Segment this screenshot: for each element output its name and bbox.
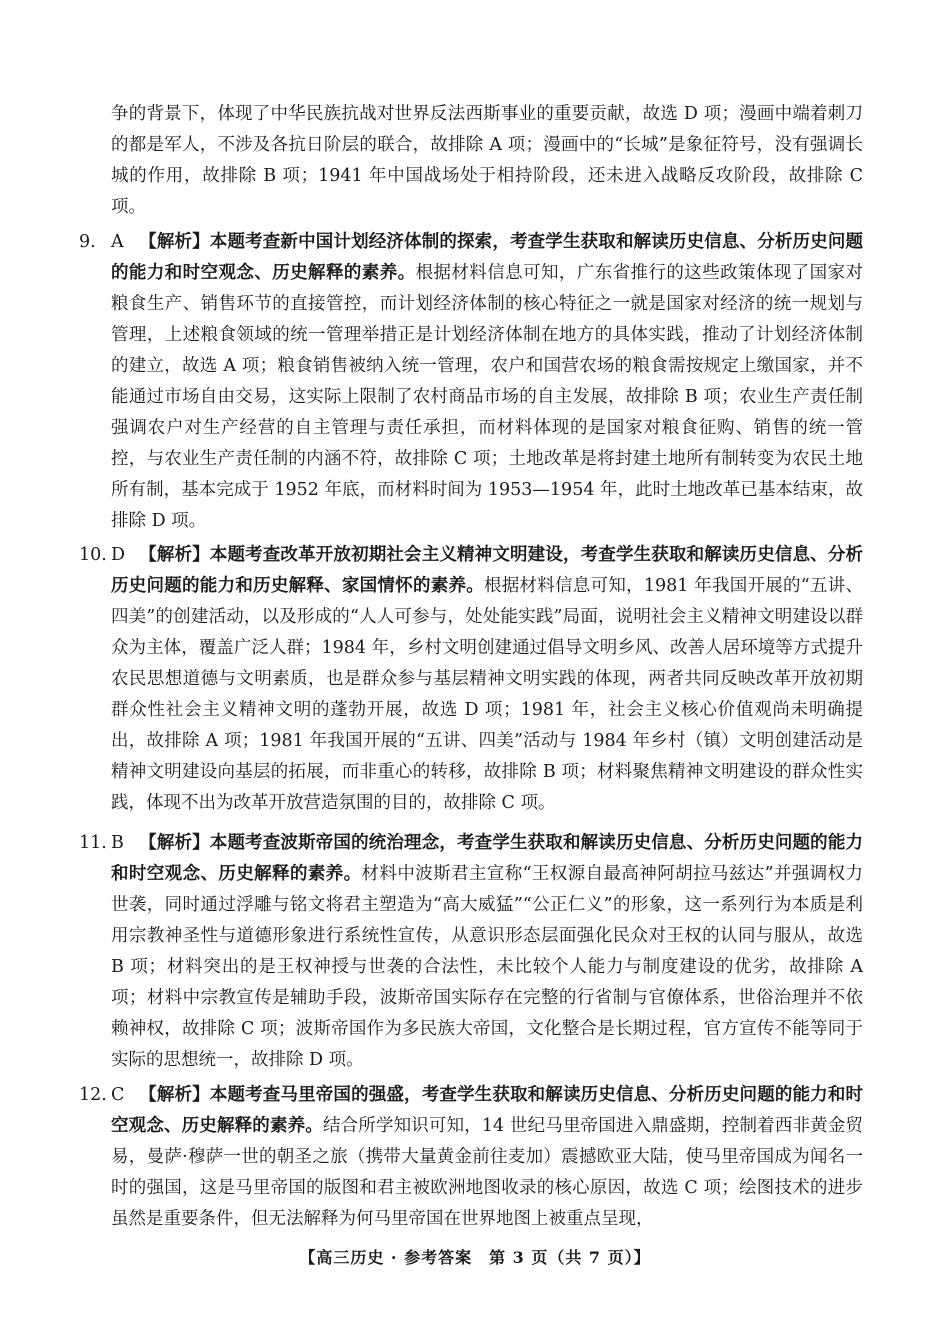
answer-item-9 — [79, 227, 863, 537]
item-answer: D — [111, 545, 126, 565]
item-focus: 本题考查波斯帝国的统治理念，考查学生获取和解读历史信息、分析历史问题的能力和时空观念、历史解释的素养。 — [111, 833, 864, 884]
item-focus: 本题考查新中国计划经济体制的探索，考查学生获取和解读历史信息、分析历史问题的能力和时空观念、历史解释的素养。 — [111, 232, 864, 283]
analysis-tag: 【解析】 — [139, 545, 210, 565]
item-8-continuation: 争的背景下，体现了中华民族抗战对世界反法西斯事业的重要贡献，故选 D 项；漫画中端着刺刀的都是军人，不涉及各抗日阶层的联合，故排除 A 项；漫画中的“长城”是象征符号，没有强调长城的作用，故排除 B 项；1941 年中国战场处于相持阶段，还未进入战略反攻阶段，故排除 C 项。 — [111, 104, 863, 217]
analysis-tag: 【解析】 — [139, 833, 210, 853]
item-number: 10. — [79, 545, 107, 565]
item-body — [111, 540, 863, 819]
item-answer: C — [111, 1085, 125, 1105]
analysis-tag: 【解析】 — [139, 1085, 210, 1105]
item-explanation: 材料中波斯君主宣称“王权源自最高神阿胡拉马兹达”并强调权力世袭，同时通过浮雕与铭文将君主塑造为“高大威猛”“公正仁义”的形象，这一系列行为本质是利用宗教神圣性与道德形象进行系统性宣传，从意识形态层面强化民众对王权的认同与服从，故选 B 项；材料突出的是王权神授与世袭的合法性，未比较个人能力与制度建设的优劣，故排除 A 项；材料中宗教宣传是辅助手段，波斯帝国实际存在完整的行省制与官僚体系，世俗治理并不依赖神权，故排除 C 项；波斯帝国作为多民族大帝国，文化整合是长期过程，官方宣传不能等同于实际的思想统一，故排除 D 项。 — [111, 864, 863, 1070]
item-explanation: 根据材料信息可知，1981 年我国开展的“五讲、四美”的创建活动，以及形成的“人人可参与，处处能实践”局面，说明社会主义精神文明建设以群众为主体，覆盖广泛人群；1984 年，乡村文明创建通过倡导文明乡风、改善人居环境等方式提升农民思想道德与文明素质，也是群众参与基层精神文明实践的体现，两者共同反映改革开放初期群众性社会主义精神文明的蓬勃开展，故选 D 项；1981 年，社会主义核心价值观尚未明确提出，故排除 A 项；1981 年我国开展的“五讲、四美”活动与 1984 年乡村（镇）文明创建活动是精神文明建设向基层的拓展，而非重心的转移，故排除 B 项；材料聚焦精神文明建设的群众性实践，体现不出为改革开放营造氛围的目的，故排除 C 项。 — [111, 576, 864, 813]
item-number: 9. — [79, 232, 96, 252]
item-body — [111, 828, 863, 1076]
item-number: 12. — [79, 1085, 107, 1105]
item-explanation: 根据材料信息可知，广东省推行的这些政策体现了国家对粮食生产、销售环节的直接管控，而计划经济体制的核心特征之一就是国家对经济的统一规划与管理，上述粮食领域的统一管理举措正是计划经济体制在地方的具体实践，推动了计划经济体制的建立，故选 A 项；粮食销售被纳入统一管理，农户和国营农场的粮食需按规定上缴国家，并不能通过市场自由交易，这实际上限制了农村商品市场的自主发展，故排除 B 项；农业生产责任制强调农户对生产经营的自主管理与责任承担，而材料体现的是国家对粮食征购、销售的统一管控，与农业生产责任制的内涵不符，故排除 C 项；土地改革是将封建土地所有制转变为农民土地所有制，基本完成于 1952 年底，而材料时间为 1953—1954 年，此时土地改革已基本结束，故排除 D 项。 — [111, 263, 864, 531]
analysis-tag: 【解析】 — [139, 232, 210, 252]
item-focus: 本题考查改革开放初期社会主义精神文明建设，考查学生获取和解读历史信息、分析历史问题的能力和历史解释、家国情怀的素养。 — [111, 545, 864, 596]
item-body — [111, 227, 863, 537]
answer-item-10 — [79, 540, 863, 819]
answer-item-11 — [79, 828, 863, 1076]
page-footer: 【高三历史 · 参考答案 第 3 页（共 7 页）】 — [299, 1248, 651, 1267]
item-number: 11. — [79, 833, 107, 853]
item-answer: A — [111, 232, 124, 252]
item-answer: B — [111, 833, 124, 853]
item-explanation: 结合所学知识可知，14 世纪马里帝国进入鼎盛期，控制着西非黄金贸易，曼萨·穆萨一世的朝圣之旅（携带大量黄金前往麦加）震撼欧亚大陆，使马里帝国成为闻名一时的强国，这是马里帝国的版图和君主被欧洲地图收录的核心原因，故选 C 项；绘图技术的进步虽然是重要条件，但无法解释为何马里帝国在世界地图上被重点呈现， — [111, 1116, 863, 1229]
item-focus: 本题考查马里帝国的强盛，考查学生获取和解读历史信息、分析历史问题的能力和时空观念、历史解释的素养。 — [111, 1085, 864, 1136]
item-body — [111, 1080, 863, 1235]
answer-item-12 — [79, 1080, 863, 1235]
